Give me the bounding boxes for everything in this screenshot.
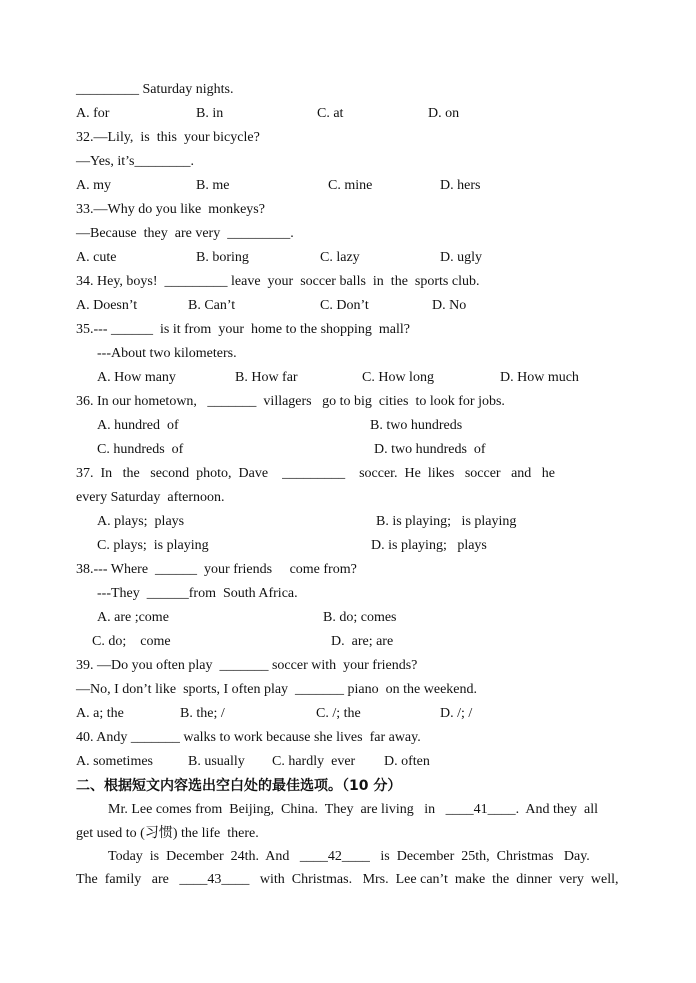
q37-stem-line2: every Saturday afternoon. [76,490,225,505]
q34-stem: 34. Hey, boys! _________ leave your soccer balls in the sports club. [76,274,480,289]
q32-option-d: D. hers [440,178,481,193]
q39-option-d: D. /; / [440,706,473,721]
q36-option-b: B. two hundreds [370,418,463,433]
q34-option-c: C. Don’t [320,298,369,313]
q35-answer-line: ---About two kilometers. [97,346,237,361]
q33-option-b: B. boring [196,250,249,265]
q39-option-b: B. the; / [180,706,225,721]
q40-option-c: C. hardly ever [272,754,356,769]
q33-option-c: C. lazy [320,250,360,265]
q36-option-a: A. hundred of [97,418,179,433]
q35-option-d: D. How much [500,370,579,385]
q33-option-d: D. ugly [440,250,482,265]
q37-option-b: B. is playing; is playing [376,514,517,529]
q39-answer-line: —No, I don’t like sports, I often play _______ piano on the weekend. [76,682,478,697]
q36-option-c: C. hundreds of [97,442,184,457]
passage-paragraph2-line2: The family are ____43____ with Christmas. Mrs. Lee can’t make the dinner very well, [76,872,619,887]
passage-paragraph1-line1: Mr. Lee comes from Beijing, China. They are living in ____41____. And they all [108,802,599,817]
q40-stem: 40. Andy _______ walks to work because she lives far away. [76,730,421,745]
q31-option-d: D. on [428,106,460,121]
q37-option-a: A. plays; plays [97,514,185,529]
section2-heading: 二、根据短文内容选出空白处的最佳选项。（10 分） [76,778,402,794]
q36-stem: 36. In our hometown, _______ villagers go to big cities to look for jobs. [76,394,505,409]
q32-answer-line: —Yes, it’s________. [76,154,194,169]
q38-stem: 38.--- Where ______ your friends come from? [76,562,357,577]
q35-stem: 35.--- ______ is it from your home to the shopping mall? [76,322,411,337]
q32-stem: 32.—Lily, is this your bicycle? [76,130,260,145]
q34-option-b: B. Can’t [188,298,236,313]
q40-option-d: D. often [384,754,430,769]
q35-option-b: B. How far [235,370,298,385]
q33-answer-line: —Because they are very _________. [76,226,294,241]
q31-stem-tail: _________ Saturday nights. [76,82,234,97]
q39-option-c: C. /; the [316,706,361,721]
q33-stem: 33.—Why do you like monkeys? [76,202,265,217]
q38-option-b: B. do; comes [323,610,397,625]
q31-option-a: A. for [76,106,110,121]
q40-option-b: B. usually [188,754,245,769]
q38-option-c: C. do; come [92,634,171,649]
q35-option-a: A. How many [97,370,176,385]
q37-option-c: C. plays; is playing [97,538,209,553]
q35-option-c: C. How long [362,370,434,385]
q32-option-c: C. mine [328,178,373,193]
q38-answer-line: ---They ______from South Africa. [97,586,298,601]
q38-option-d: D. are; are [331,634,394,649]
q37-stem-line1: 37. In the second photo, Dave _________ soccer. He likes soccer and he [76,466,555,481]
q34-option-a: A. Doesn’t [76,298,138,313]
q39-stem: 39. —Do you often play _______ soccer with your friends? [76,658,418,673]
passage-paragraph1-line2: get used to (习惯) the life there. [76,826,259,841]
q31-option-b: B. in [196,106,224,121]
q36-option-d: D. two hundreds of [374,442,486,457]
passage-paragraph2-line1: Today is December 24th. And ____42____ is December 25th, Christmas Day. [108,849,590,864]
q33-option-a: A. cute [76,250,117,265]
q32-option-b: B. me [196,178,230,193]
q32-option-a: A. my [76,178,111,193]
q38-option-a: A. are ;come [97,610,169,625]
q40-option-a: A. sometimes [76,754,153,769]
q34-option-d: D. No [432,298,467,313]
q37-option-d: D. is playing; plays [371,538,487,553]
q31-option-c: C. at [317,106,344,121]
q39-option-a: A. a; the [76,706,124,721]
